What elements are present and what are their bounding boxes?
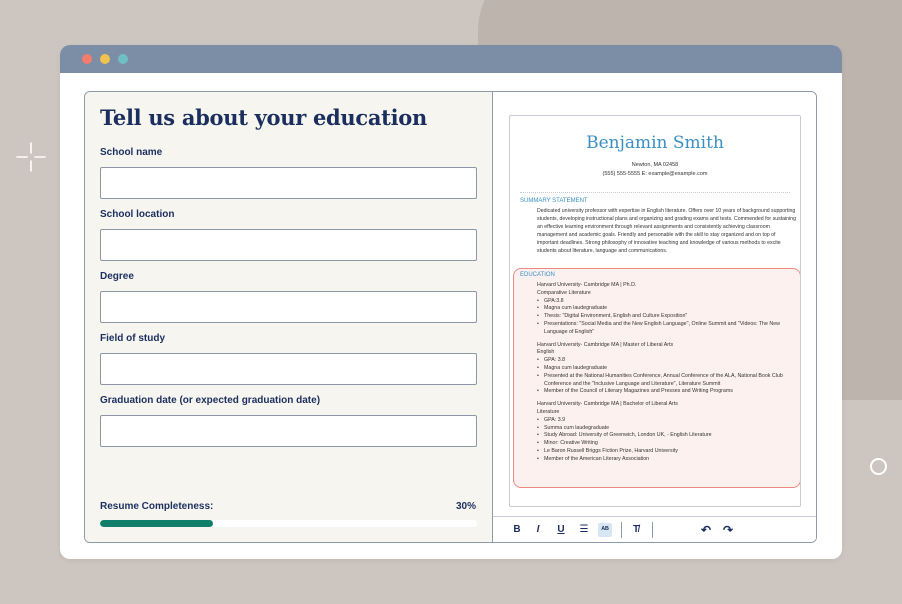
maximize-window-dot[interactable]	[118, 54, 128, 64]
close-window-dot[interactable]	[82, 54, 92, 64]
education-school: Harvard University- Cambridge MA | Ph.D.	[537, 282, 637, 288]
resume-completeness-label: Resume Completeness:	[100, 501, 214, 512]
education-form-panel	[85, 92, 493, 542]
browser-window	[60, 45, 842, 559]
education-school: Harvard University- Cambridge MA | Master of Liberal Arts	[537, 341, 674, 348]
education-bullet: • Member of the Council of Literary Magazines and Presses and Writing Programs	[537, 388, 792, 396]
school-name-input[interactable]	[100, 167, 477, 199]
italic-button[interactable]: I	[536, 524, 540, 535]
field-of-study-label: Field of study	[100, 333, 165, 344]
graduation-date-input[interactable]	[100, 415, 477, 447]
toolbar-divider	[652, 522, 653, 538]
sparkle-icon	[16, 142, 46, 172]
degree-label: Degree	[100, 271, 134, 282]
education-bullet: • GPA: 3.9	[537, 417, 792, 425]
education-bullet: • Study Abroad: University of Greenwich, London UK, - English Literature	[537, 432, 792, 440]
resume-preview-panel	[493, 92, 816, 542]
degree-input[interactable]	[100, 291, 477, 323]
education-field: Literature	[537, 408, 560, 415]
school-name-label: School name	[100, 147, 163, 158]
minimize-window-dot[interactable]	[100, 54, 110, 64]
bullet-list-button[interactable]: ☰	[579, 524, 589, 535]
summary-section-title: SUMMARY STATEMENT	[520, 198, 588, 204]
education-entry	[537, 342, 792, 397]
spellcheck-button[interactable]: ᴬᴮ	[598, 523, 612, 537]
field-of-study-input[interactable]	[100, 353, 477, 385]
circle-decoration	[870, 458, 887, 475]
education-entry	[537, 282, 792, 337]
education-bullet: • Thesis: "Digital Environment, English and Culture Exposition"	[537, 313, 792, 321]
resume-completeness-bar	[100, 520, 477, 527]
resume-contact: (555) 555-5555 E: example@example.com	[602, 171, 708, 177]
education-bullet: • Member of the American Literary Association	[537, 456, 792, 464]
resume-divider	[520, 192, 790, 193]
education-bullet: • Minor: Creative Writing	[537, 440, 792, 448]
education-bullet: • Magna cum laudegraduate	[537, 305, 792, 313]
resume-name: Benjamin Smith	[586, 133, 724, 153]
bold-button[interactable]: B	[513, 524, 521, 535]
education-field: Comparative Literature	[537, 289, 591, 296]
education-bullet: • Presented at the National Humanities Conference, Annual Conference of the ALA, National Book Club Conference and the "Inclusive Language and Literature", Literature Summit	[537, 373, 792, 389]
text-format-toolbar	[493, 516, 816, 542]
clear-formatting-button[interactable]: T̸	[632, 524, 640, 535]
undo-button[interactable]: ↶	[700, 523, 712, 537]
education-list	[537, 282, 792, 469]
toolbar-divider	[621, 522, 622, 538]
education-bullet: • Magna cum laudegraduate	[537, 365, 792, 373]
graduation-date-label: Graduation date (or expected graduation date)	[100, 395, 321, 406]
education-bullet: • Le Baron Russell Briggs Fiction Prize, Harvard University	[537, 448, 792, 456]
resume-completeness-fill	[100, 520, 213, 527]
education-entry	[537, 401, 792, 463]
education-bullet: • Presentations: "Social Media and the New English Language", Online Summit and "Videos: The New Language of English"	[537, 321, 792, 337]
education-bullet: • Summa cum laudegraduate	[537, 425, 792, 433]
education-bullet: • GPA:3.8	[537, 298, 792, 306]
school-location-input[interactable]	[100, 229, 477, 261]
resume-completeness-percent: 30%	[455, 501, 476, 512]
resume-preview-page	[509, 115, 801, 507]
education-bullet: • GPA: 3.8	[537, 357, 792, 365]
page-title: Tell us about your education	[100, 105, 427, 130]
education-school: Harvard University- Cambridge MA | Bachelor of Liberal Arts	[537, 401, 678, 408]
underline-button[interactable]: U	[557, 524, 565, 535]
builder-frame	[84, 91, 817, 543]
education-section-title: EDUCATION	[520, 272, 555, 278]
window-titlebar	[60, 45, 842, 73]
school-location-label: School location	[100, 209, 175, 220]
education-field: English	[537, 349, 555, 356]
resume-location: Newton, MA 02458	[631, 162, 679, 168]
redo-button[interactable]: ↷	[722, 523, 734, 537]
summary-text: Dedicated university professor with expertise in English literature. Offers over 10 years of background supporting students, developing instructional plans and organizing and grading exams and tests. Commended for sustaining an effective learning environment through relevant assignments and consistently achieving classroom management and academic goals. Friendly and personable with the skill to stay organized and on top of important deadlines. Strong philosophy of innovative teaching and knowledge of various methods to excite students about literature, language and communications.	[537, 208, 796, 254]
